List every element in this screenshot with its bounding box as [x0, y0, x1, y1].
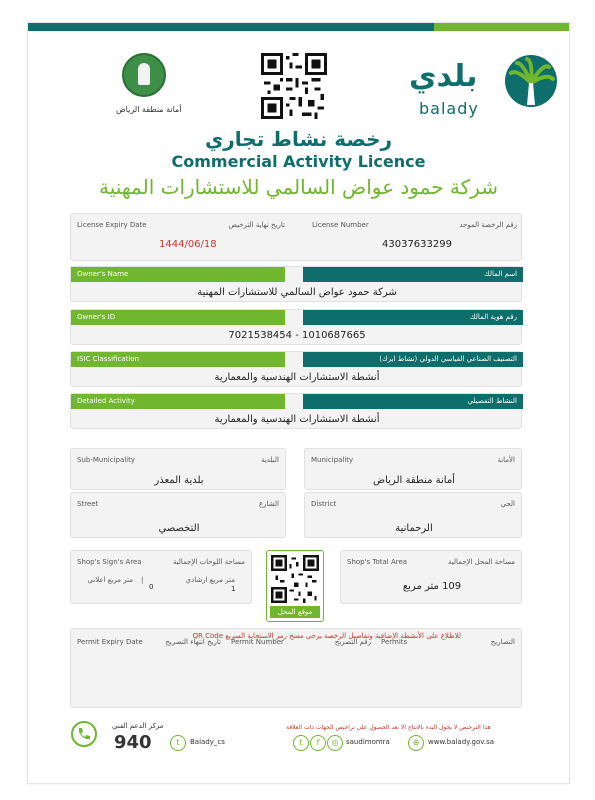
facebook-icon[interactable]: f	[310, 735, 326, 751]
owner-name-label-ar: اسم المالك	[484, 270, 517, 278]
detailed-value: أنشطة الاستشارات الهندسية والمعمارية	[214, 414, 380, 425]
detailed-label-en: Detailed Activity	[77, 397, 135, 405]
guide-sign-label: متر مربع ارشادي	[185, 576, 235, 584]
owner-id-card	[70, 309, 522, 345]
warning-text: هذا الترخيص لا يخول البدء بالانتاج الا بعد الحصول على تراخيص الجهات ذات العلاقة	[286, 724, 491, 731]
owner-name-value: شركة حمود عواض السالمي للاستشارات المهنية	[197, 287, 397, 298]
twitter-icon[interactable]: t	[170, 735, 186, 751]
municipality-label-ar: الأمانة	[497, 456, 515, 464]
owner-id-bar-en	[71, 310, 285, 325]
detailed-bar-en	[71, 394, 285, 409]
district-card	[304, 492, 522, 538]
owner-name-label-en: Owner's Name	[77, 270, 129, 278]
isic-label-ar: التصنيف الصناعي القياسي الدولي (نشاط ايزك)	[379, 355, 517, 363]
total-area-card	[340, 550, 522, 604]
support-label: مركز الدعم الفني	[112, 722, 164, 730]
balady-logo	[409, 51, 559, 121]
signs-label-ar: مساحة اللوحات الإجمالية	[172, 558, 245, 566]
title-arabic: رخصة نشاط تجاري	[204, 127, 393, 151]
isic-label-en: ISIC Classification	[77, 355, 140, 363]
seal-label: أمانة منطقة الرياض	[116, 105, 182, 114]
expiry-label-ar: تاريخ نهاية الترخيص	[228, 221, 285, 229]
company-name: شركة حمود عواض السالمي للاستشارات المهنية	[99, 175, 498, 199]
owner-name-bar-en	[71, 267, 285, 282]
seal-icon	[122, 53, 166, 97]
municipality-label-en: Municipality	[311, 456, 354, 464]
qr-code-icon	[261, 53, 327, 119]
support-number: 940	[114, 732, 152, 753]
social-handle[interactable]: saudimomra	[346, 738, 390, 746]
submunicipality-card	[70, 448, 286, 490]
owner-id-label-en: Owner's ID	[77, 313, 116, 321]
phone-icon	[71, 721, 97, 747]
logo-arabic: بلدي	[409, 59, 478, 94]
signs-area-card	[70, 550, 252, 604]
isic-value: أنشطة الاستشارات الهندسية والمعمارية	[214, 372, 380, 383]
riyadh-municipality-seal	[116, 53, 182, 123]
municipality-value: أمانة منطقة الرياض	[373, 475, 455, 486]
permits-label-en: Permits	[381, 638, 408, 646]
detailed-activity-card	[70, 393, 522, 429]
number-label-en: License Number	[312, 221, 369, 229]
district-label-ar: الحي	[500, 500, 515, 508]
license-info-card	[70, 213, 522, 261]
ad-sign-label: متر مربع اعلاني	[87, 576, 133, 584]
permits-card	[70, 628, 522, 708]
shop-location-qr[interactable]	[266, 550, 324, 622]
owner-name-card	[70, 266, 522, 302]
ad-sign-value: 0	[149, 583, 154, 591]
license-document	[27, 22, 570, 784]
sign-divider: |	[141, 576, 144, 584]
district-value: الرحمانية	[395, 523, 433, 534]
street-label-ar: الشارع	[258, 500, 279, 508]
expiry-label-en: License Expiry Date	[77, 221, 147, 229]
owner-id-value: 7021538454 - 1010687665	[228, 330, 366, 341]
street-value: التخصصي	[158, 523, 200, 534]
total-label-en: Shop's Total Area	[347, 558, 408, 566]
guide-sign-value: 1	[231, 585, 236, 593]
submunicipality-label-en: Sub-Municipality	[77, 456, 136, 464]
top-color-bar	[28, 23, 569, 31]
submunicipality-label-ar: البلدية	[261, 456, 279, 464]
owner-id-label-ar: رقم هوية المالك	[469, 313, 517, 321]
qr-code-icon	[271, 555, 319, 603]
submunicipality-value: بلدية المعذر	[154, 475, 204, 486]
globe-icon[interactable]: ⊕	[408, 735, 424, 751]
municipality-card	[304, 448, 522, 490]
permit-number-label-en: Permit Number	[231, 638, 284, 646]
permit-number-label-ar: رقم التصريح	[334, 638, 371, 646]
permits-notice: للاطلاع على الأنشطة الإضافية وتفاصيل الرخصة يرجى مسح رمز الاستجابة السريع QR Code	[192, 632, 461, 640]
isic-bar-ar	[303, 352, 523, 367]
district-label-en: District	[311, 500, 337, 508]
twitter-icon[interactable]: t	[293, 735, 309, 751]
isic-bar-en	[71, 352, 285, 367]
number-label-ar: رقم الرخصة الموحد	[459, 221, 517, 229]
isic-card	[70, 351, 522, 387]
website-link[interactable]: www.balady.gov.sa	[428, 738, 495, 746]
expiry-value: 1444/06/18	[159, 239, 217, 250]
logo-english: balady	[419, 99, 479, 118]
street-label-en: Street	[77, 500, 99, 508]
palm-logo-icon	[503, 53, 559, 109]
permit-expiry-label-en: Permit Expiry Date	[77, 638, 143, 646]
street-card	[70, 492, 286, 538]
detailed-bar-ar	[303, 394, 523, 409]
license-number-value: 43037633299	[382, 239, 452, 250]
permit-expiry-label-ar: تاريخ انتهاء التصريح	[165, 638, 221, 646]
detailed-label-ar: النشاط التفصيلي	[467, 397, 517, 405]
qr-tag: موقع المحل	[270, 606, 320, 618]
total-label-ar: مساحة المحل الإجمالية	[447, 558, 515, 566]
twitter-handle[interactable]: Balady_cs	[190, 738, 225, 746]
signs-label-en: Shop's Sign's Area	[77, 558, 142, 566]
owner-name-bar-ar	[303, 267, 523, 282]
title-english: Commercial Activity Licence	[171, 152, 426, 171]
instagram-icon[interactable]: ◎	[327, 735, 343, 751]
total-value: 109 متر مربع	[402, 581, 462, 592]
owner-id-bar-ar	[303, 310, 523, 325]
permits-label-ar: التصاريح	[490, 638, 515, 646]
